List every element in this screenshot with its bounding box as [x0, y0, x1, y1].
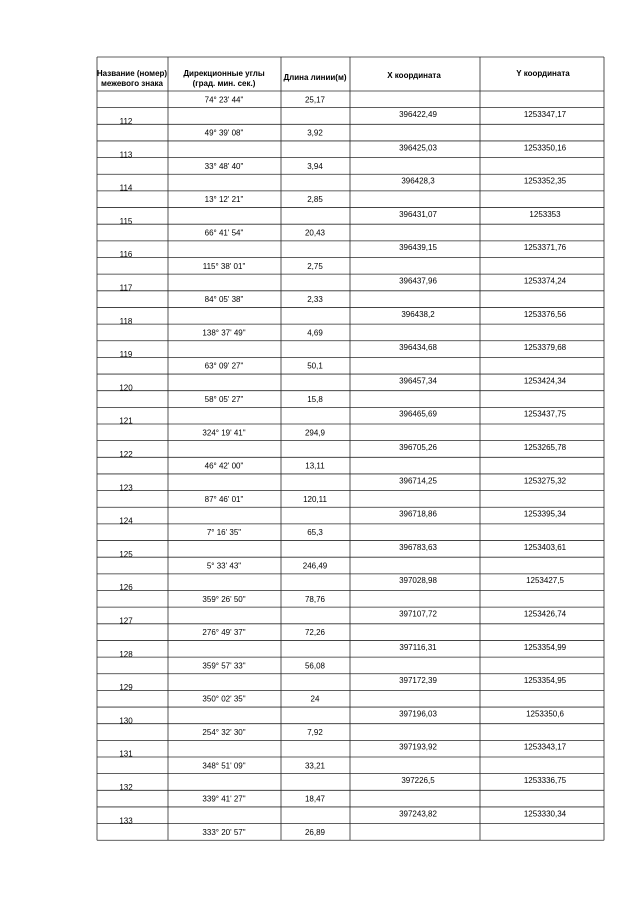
line-length: 24 — [310, 694, 320, 704]
y-coordinate: 1253354,99 — [523, 642, 567, 652]
direction-angle: 7° 16' 35" — [206, 528, 242, 538]
direction-angle: 333° 20' 57" — [202, 827, 246, 837]
header-angle-line2: (град. мин. сек.) — [192, 79, 256, 88]
direction-angle: 49° 39' 08" — [204, 128, 244, 138]
direction-angle: 66° 41' 54" — [204, 228, 244, 238]
y-coordinate: 1253265,78 — [523, 442, 567, 452]
boundary-mark-name: 114 — [119, 183, 133, 193]
header-x-coordinate: X координата — [387, 71, 441, 80]
x-coordinate: 396428,3 — [401, 176, 435, 186]
boundary-mark-name: 120 — [119, 383, 133, 393]
y-coordinate: 1253330,34 — [523, 809, 567, 819]
y-coordinate: 1253353 — [529, 209, 561, 219]
x-coordinate: 396425,03 — [399, 143, 437, 153]
boundary-mark-name: 124 — [119, 516, 133, 526]
x-coordinate: 397107,72 — [399, 609, 437, 619]
line-length: 18,47 — [304, 794, 326, 804]
y-coordinate: 1253374,24 — [523, 276, 567, 286]
direction-angle: 63° 09' 27" — [204, 361, 244, 371]
direction-angle: 46° 42' 00" — [204, 461, 244, 471]
boundary-mark-name: 130 — [119, 716, 133, 726]
boundary-mark-name: 122 — [119, 449, 133, 459]
x-coordinate: 397193,92 — [399, 742, 437, 752]
direction-angle: 115° 38' 01" — [202, 261, 246, 271]
header-name-line2: межевого знака — [100, 79, 164, 88]
direction-angle: 13° 12' 21" — [204, 195, 244, 205]
y-coordinate: 1253343,17 — [523, 742, 567, 752]
boundary-mark-name: 132 — [119, 782, 133, 792]
boundary-mark-name: 118 — [119, 316, 133, 326]
x-coordinate: 396705,26 — [399, 442, 437, 452]
direction-angle: 58° 05' 27" — [204, 395, 244, 405]
x-coordinate: 396714,25 — [399, 476, 437, 486]
line-length: 120,11 — [303, 494, 327, 504]
x-coordinate: 397196,03 — [399, 709, 437, 719]
line-length: 7,92 — [307, 728, 323, 738]
line-length: 78,76 — [304, 594, 326, 604]
line-length: 246,49 — [302, 561, 328, 571]
x-coordinate: 396465,69 — [399, 409, 437, 419]
table-body — [119, 95, 566, 837]
direction-angle: 5° 33' 43" — [206, 561, 242, 571]
boundary-mark-name: 131 — [119, 749, 133, 759]
y-coordinate: 1253347,17 — [523, 109, 567, 119]
direction-angle: 138° 37' 49" — [202, 328, 246, 338]
boundary-mark-name: 133 — [119, 816, 133, 826]
y-coordinate: 1253426,74 — [523, 609, 567, 619]
y-coordinate: 1253437,75 — [523, 409, 567, 419]
x-coordinate: 396438,2 — [401, 309, 435, 319]
y-coordinate: 1253424,34 — [523, 376, 567, 386]
x-coordinate: 396718,86 — [399, 509, 437, 519]
boundary-mark-name: 128 — [119, 649, 133, 659]
y-coordinate: 1253395,34 — [523, 509, 567, 519]
y-coordinate: 1253336,75 — [523, 775, 567, 785]
x-coordinate: 397028,98 — [399, 576, 437, 586]
boundary-mark-name: 115 — [119, 216, 133, 226]
y-coordinate: 1253403,61 — [523, 542, 567, 552]
line-length: 2,75 — [307, 261, 323, 271]
direction-angle: 33° 48' 40" — [204, 161, 244, 171]
line-length: 15,8 — [307, 395, 323, 405]
x-coordinate: 396431,07 — [399, 209, 437, 219]
line-length: 65,3 — [307, 528, 323, 538]
direction-angle: 324° 19' 41" — [202, 428, 246, 438]
line-length: 50,1 — [307, 361, 323, 371]
x-coordinate: 396457,34 — [399, 376, 437, 386]
direction-angle: 350° 02' 35" — [202, 694, 246, 704]
x-coordinate: 396434,68 — [399, 343, 437, 353]
y-coordinate: 1253379,68 — [523, 343, 567, 353]
y-coordinate: 1253371,76 — [523, 243, 567, 253]
boundary-mark-name: 113 — [119, 150, 133, 160]
direction-angle: 87° 46' 01" — [204, 494, 244, 504]
boundary-mark-name: 121 — [119, 416, 133, 426]
direction-angle: 348° 51' 09" — [202, 761, 246, 771]
direction-angle: 276° 49' 37" — [202, 628, 246, 638]
x-coordinate: 397226,5 — [401, 775, 435, 785]
line-length: 3,94 — [307, 161, 323, 171]
line-length: 4,69 — [307, 328, 323, 338]
boundary-mark-name: 123 — [119, 483, 133, 493]
line-length: 3,92 — [307, 128, 323, 138]
boundary-mark-name: 125 — [119, 549, 133, 559]
y-coordinate: 1253376,56 — [523, 309, 567, 319]
boundary-mark-name: 112 — [119, 116, 133, 126]
line-length: 26,89 — [304, 827, 326, 837]
x-coordinate: 397116,31 — [399, 642, 437, 652]
x-coordinate: 396439,15 — [399, 243, 437, 253]
boundary-mark-name: 126 — [119, 583, 133, 593]
y-coordinate: 1253350,16 — [523, 143, 567, 153]
line-length: 56,08 — [304, 661, 326, 671]
direction-angle: 74° 23' 44" — [204, 95, 244, 105]
line-length: 294,9 — [304, 428, 326, 438]
direction-angle: 339° 41' 27" — [202, 794, 246, 804]
x-coordinate: 397243,82 — [399, 809, 437, 819]
x-coordinate: 396437,96 — [399, 276, 437, 286]
line-length: 20,43 — [304, 228, 326, 238]
header-y-coordinate: Y координата — [516, 69, 570, 78]
direction-angle: 254° 32' 30" — [202, 728, 246, 738]
direction-angle: 359° 57' 33" — [202, 661, 246, 671]
line-length: 13,11 — [305, 461, 325, 471]
y-coordinate: 1253350,6 — [526, 709, 564, 719]
y-coordinate: 1253354,95 — [523, 676, 567, 686]
header-length: Длина линии(м) — [283, 73, 347, 82]
header-angle-line1: Дирекционные углы — [183, 69, 265, 78]
boundary-mark-name: 119 — [119, 350, 133, 360]
boundary-mark-name: 117 — [119, 283, 133, 293]
x-coordinate: 396783,63 — [399, 542, 437, 552]
direction-angle: 84° 05' 38" — [204, 295, 244, 305]
direction-angle: 359° 26' 50" — [202, 594, 246, 604]
boundary-mark-name: 129 — [119, 683, 133, 693]
boundary-mark-name: 127 — [119, 616, 133, 626]
header-name-line1: Название (номер) — [96, 69, 168, 78]
line-length: 25,17 — [304, 95, 326, 105]
line-length: 33,21 — [304, 761, 326, 771]
boundary-mark-name: 116 — [119, 250, 133, 260]
x-coordinate: 396422,49 — [399, 109, 437, 119]
line-length: 72,26 — [304, 628, 326, 638]
y-coordinate: 1253427,5 — [526, 576, 564, 586]
line-length: 2,33 — [307, 295, 323, 305]
y-coordinate: 1253275,32 — [523, 476, 567, 486]
x-coordinate: 397172,39 — [399, 676, 437, 686]
line-length: 2,85 — [307, 195, 323, 205]
y-coordinate: 1253352,35 — [523, 176, 567, 186]
